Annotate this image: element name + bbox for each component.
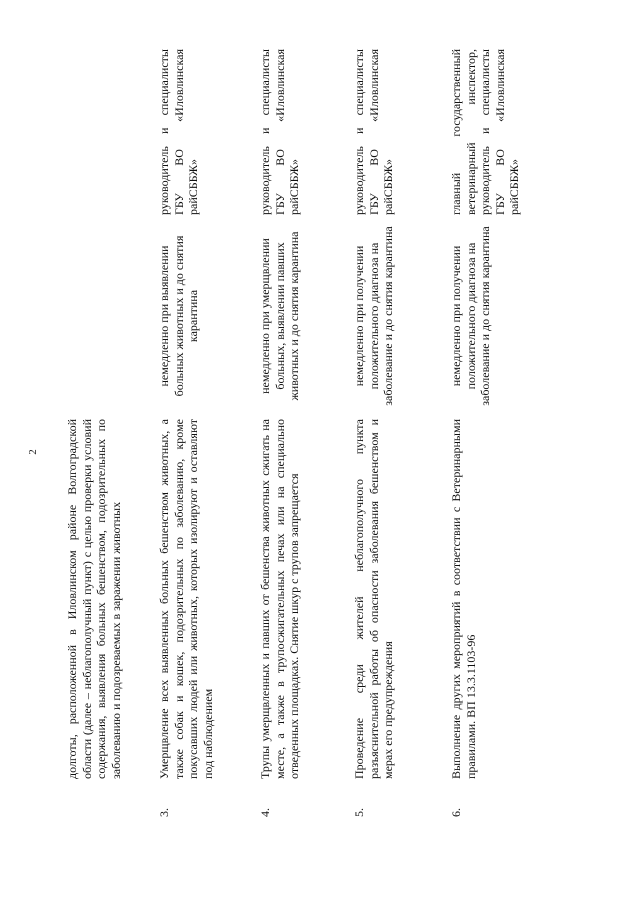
measure-cell: Трупы умерщвленных и павших от бешенства животных сжигать на месте, а также в трупосжигательных печах или на специально отведенных площадках. Снятие шкур с трупов запрещается [258,419,301,779]
intro-text: долготы, расположенной в Иловлинском районе Волгоградской области (далее – неблагополучный пункт) с целью проверки условий содержания, выявления больных бешенством, подозрительных по заболеванию и подозреваемых в заражении животных [65,419,123,779]
row-number: 6. [449,808,463,817]
row-number: 4. [258,808,272,817]
responsible-cell: руководитель и специалисты ГБУ ВО «Иловлинская райСББЖ» [157,49,200,215]
table-row [449,49,543,817]
measure-cell: Выполнение других мероприятий в соответствии с Ветеринарными правилами. ВП 13.3.1103-96 [449,419,478,779]
timing-cell: немедленно при умерщвлении больных, выявлении павших животных и до снятия карантина [258,231,301,401]
table-row [65,49,157,817]
timing-cell: немедленно при получении положительного диагноза на заболевание и до снятия карантина [352,226,395,406]
measures-table-rotated [65,49,575,817]
row-number: 5. [352,808,366,817]
measure-cell: Проведение среди жителей неблагополучного пункта разъяснительной работы об опасности заболевания бешенством и мерах его предупреждения [352,419,395,779]
table-row [352,49,449,817]
page-number: 2 [26,449,39,455]
responsible-cell: руководитель и специалисты ГБУ ВО «Иловлинская райСББЖ» [352,49,395,215]
measure-cell: Умерщвление всех выявленных больных бешенством животных, а также собак и кошек, подозрительных по заболеванию, кроме покусавших людей или животных, которых изолируют и оставляют под наблюдением [157,419,215,779]
measures-table [65,49,543,817]
table-row [258,49,352,817]
timing-cell: немедленно при выявлении больных животных и до снятия карантина [157,235,200,397]
table-row [157,49,258,817]
timing-cell: немедленно при получении положительного диагноза на заболевание и до снятия карантина [449,226,492,406]
responsible-cell: главный государственный ветеринарный инспектор, руководитель и специалисты ГБУ ВО «Иловлинская райСББЖ» [449,49,521,215]
row-number: 3. [157,808,171,817]
responsible-cell: руководитель и специалисты ГБУ ВО «Иловлинская райСББЖ» [258,49,301,215]
